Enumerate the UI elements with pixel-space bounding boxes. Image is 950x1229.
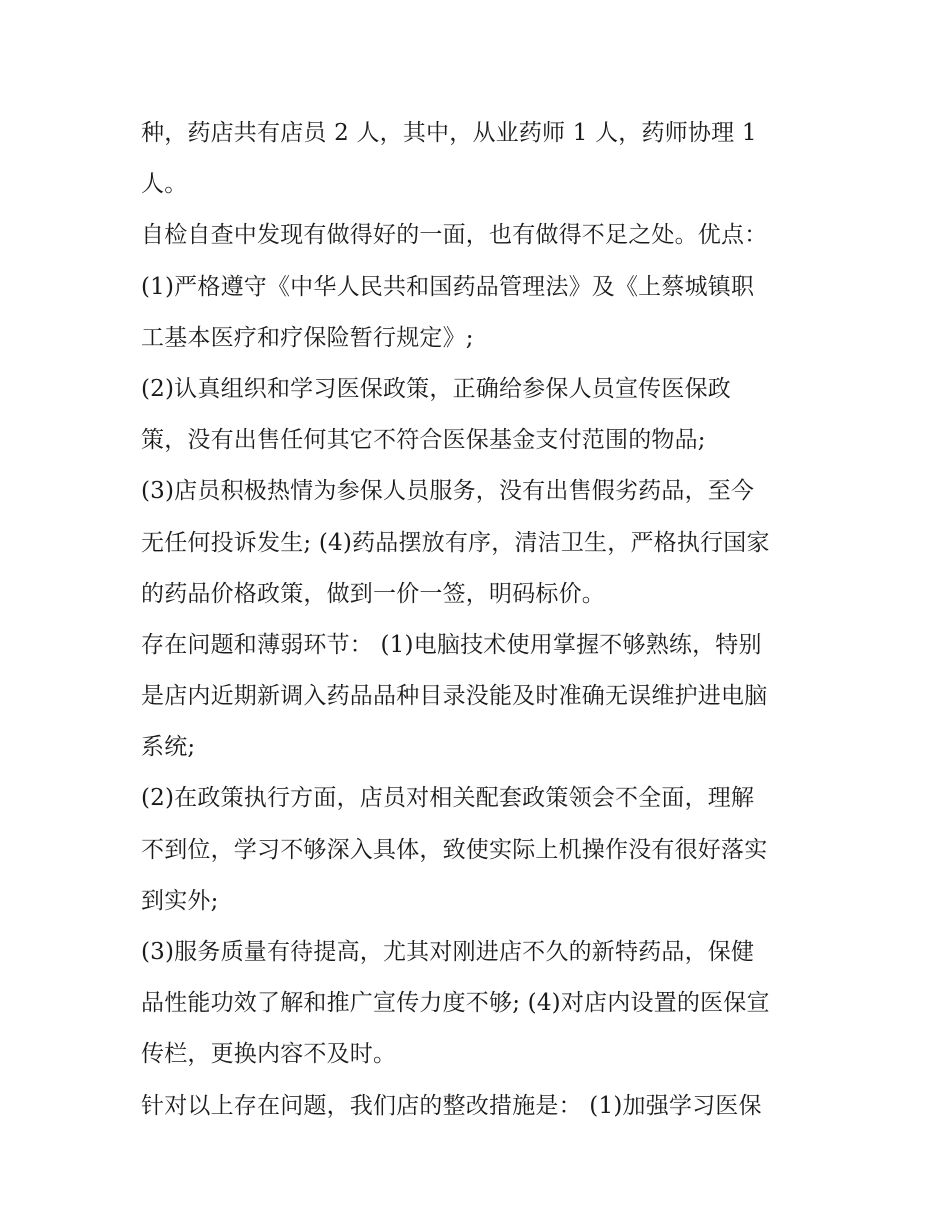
text-line: 传栏，更换内容不及时。 [141, 1041, 397, 1068]
text-line: 不到位，学习不够深入具体，致使实际上机操作没有很好落实 [141, 836, 768, 863]
text-line: 系统; [141, 734, 196, 761]
text-line: (3)店员积极热情为参保人员服务，没有出售假劣药品，至今 [141, 478, 755, 505]
text-line: 策，没有出售任何其它不符合医保基金支付范围的物品; [141, 427, 706, 454]
text-line: 人。 [141, 171, 188, 198]
text-line: 的药品价格政策，做到一价一签，明码标价。 [141, 580, 605, 607]
text-line: 到实外; [141, 887, 219, 914]
text-line: 无任何投诉发生; (4)药品摆放有序，清洁卫生，严格执行国家 [141, 529, 770, 556]
text-line: (3)服务质量有待提高，尤其对刚进店不久的新特药品，保健 [141, 939, 755, 965]
text-line: (2)在政策执行方面，店员对相关配套政策领会不全面，理解 [141, 785, 755, 812]
document-body [141, 108, 821, 1132]
text-line: 是店内近期新调入药品品种目录没能及时准确无误维护进电脑 [141, 683, 768, 710]
text-line: 自检自查中发现有做得好的一面，也有做得不足之处。优点： [141, 222, 768, 249]
text-line: 针对以上存在问题，我们店的整改措施是： (1)加强学习医保 [141, 1092, 762, 1119]
text-line: (2)认真组织和学习医保政策，正确给参保人员宣传医保政 [141, 375, 731, 402]
text-line: 种，药店共有店员 2 人，其中，从业药师 1 人，药师协理 1 [141, 120, 757, 146]
text-line: (1)严格遵守《中华人民共和国药品管理法》及《上蔡城镇职 [141, 273, 755, 300]
text-line: 存在问题和薄弱环节： (1)电脑技术使用掌握不够熟练，特别 [141, 631, 762, 658]
text-line: 品性能功效了解和推广宣传力度不够; (4)对店内设置的医保宣 [141, 990, 770, 1017]
text-line: 工基本医疗和疗保险暂行规定》; [141, 324, 474, 351]
